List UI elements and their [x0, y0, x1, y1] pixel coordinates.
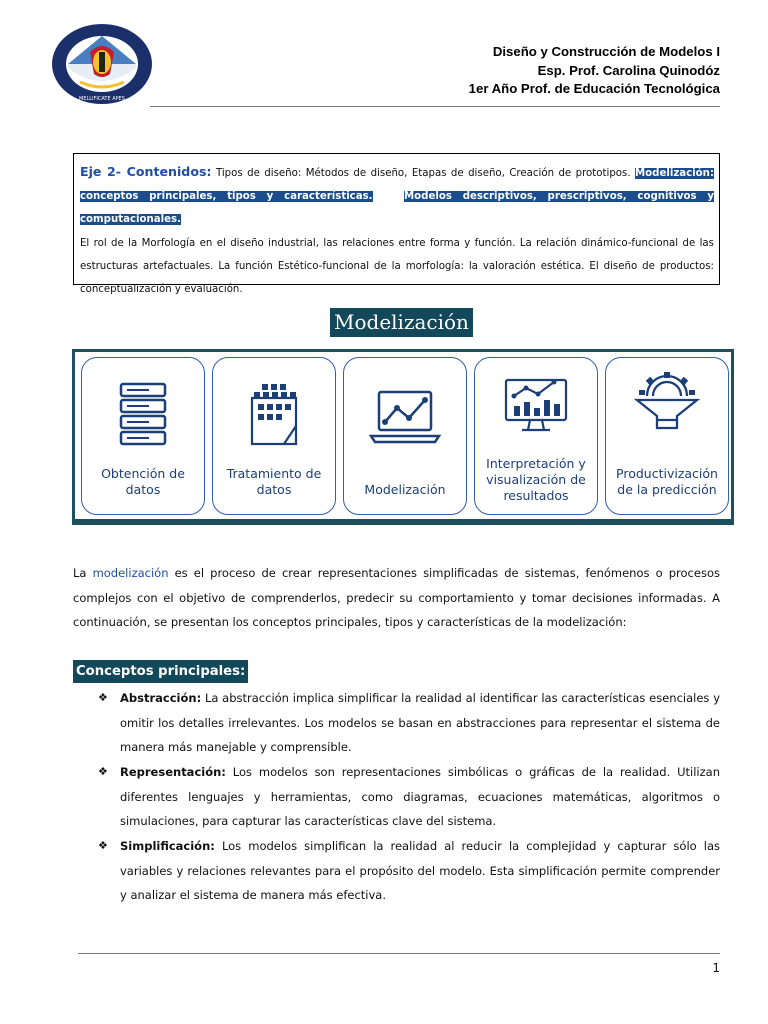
concept-title: Simplificación:	[120, 839, 215, 853]
concept-text: Los modelos son representaciones simbólicas o gráficas de la realidad. Utilizan diferentes lenguajes y herramientas, como diagramas, ecuaciones matemáticas, algoritmos o simulaciones, para capturar las características clave del sistema.	[120, 765, 720, 829]
intro-keyword: modelización	[92, 566, 169, 580]
process-card-label: Tratamiento de datos	[226, 466, 322, 497]
concept-title: Representación:	[120, 765, 226, 779]
process-banner	[72, 349, 734, 525]
gear-funnel-icon	[633, 370, 701, 440]
concept-item-simplificacion	[98, 834, 720, 908]
process-card-label: Modelización	[364, 482, 446, 497]
section-title: Modelización	[330, 308, 473, 337]
process-banner-inner	[75, 352, 731, 519]
bullet-diamond-icon: ❖	[98, 765, 108, 778]
process-card-productivizacion	[605, 357, 729, 515]
process-card-interpretacion	[474, 357, 598, 515]
database-icon	[115, 378, 171, 448]
contents-title: Eje 2- Contenidos:	[80, 164, 212, 179]
bullet-diamond-icon: ❖	[98, 839, 108, 852]
teacher-name: Esp. Prof. Carolina Quinodóz	[537, 62, 720, 78]
process-card-obtencion	[81, 357, 205, 515]
course-year: 1er Año Prof. de Educación Tecnológica	[468, 81, 720, 96]
process-card-modelizacion	[343, 357, 467, 515]
school-logo	[50, 22, 154, 106]
monitor-dashboard-icon	[502, 370, 570, 440]
page-number: 1	[712, 961, 720, 975]
concept-item-representacion	[98, 760, 720, 834]
intro-paragraph: La modelización es el proceso de crear representaciones simplificadas de sistemas, fenómenos o procesos complejos con el objetivo de comprenderlos, predecir su comportamiento y tomar decisiones informadas. A continuación, se presentan los conceptos principales, tipos y características de la modelización:	[73, 566, 720, 630]
contents-text-1: Tipos de diseño: Métodos de diseño, Etapas de diseño, Creación de prototipos.	[211, 168, 636, 179]
svg-text:MELLIFICATE APES: MELLIFICATE APES	[79, 96, 125, 102]
process-card-label: Obtención de datos	[101, 466, 185, 497]
process-card-label: Productivización de la predicción	[616, 466, 718, 497]
footer-divider	[78, 953, 720, 954]
contents-highlight-2: Modelos descriptivos, prescriptivos, cognitivos y computacionales.	[80, 191, 715, 226]
concept-title: Abstracción:	[120, 691, 202, 705]
contents-text-2: El rol de la Morfología en el diseño industrial, las relaciones entre forma y función. La relación dinámico-funcional de las estructuras artefactuales. La función Estético-funcional de la morfología: la valoración estética. El diseño de productos: conceptualización y evaluación.	[80, 237, 714, 296]
course-title: Diseño y Construcción de Modelos I	[492, 44, 720, 59]
contents-highlight-1: Modelización: conceptos principales, tipos y características.	[80, 168, 714, 203]
process-card-label: Interpretación y visualización de resultados	[486, 456, 586, 503]
header-divider	[150, 106, 720, 107]
concept-text: Los modelos simplifican la realidad al reducir la complejidad y capturar sólo las variables y relaciones relevantes para el propósito del modelo. Esta simplificación permite comprender y analizar el sistema de manera más efectiva.	[120, 839, 720, 903]
process-card-tratamiento	[212, 357, 336, 515]
conceptos-heading: Conceptos principales:	[73, 660, 248, 683]
concept-text: La abstracción implica simplificar la realidad al identificar las características esenciales y omitir los detalles irrelevantes. Los modelos se basan en abstracciones para representar el sistema de manera más manejable y comprensible.	[120, 691, 720, 755]
concept-item-abstraccion	[98, 686, 720, 760]
contents-box	[73, 153, 720, 296]
bullet-diamond-icon: ❖	[98, 691, 108, 704]
document-header	[469, 43, 720, 99]
data-grid-icon	[246, 378, 302, 448]
laptop-chart-icon	[369, 378, 441, 448]
